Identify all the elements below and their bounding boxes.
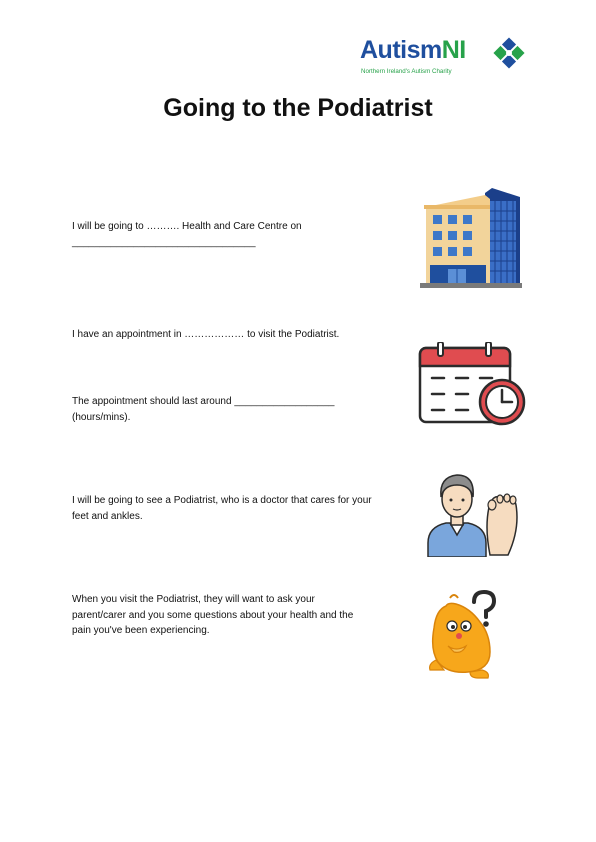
- text-line: The appointment should last around __________________: [72, 396, 335, 407]
- text-line: parent/carer and you some questions about your health and the: [72, 609, 354, 621]
- text-line: I will be going to ………. Health and Care Centre on: [72, 221, 302, 232]
- logo-wordmark: [360, 34, 466, 66]
- hospital-building-icon: [418, 185, 524, 291]
- calendar-clock-icon: [416, 342, 528, 428]
- confused-character-icon: [424, 588, 502, 680]
- page-title: Going to the Podiatrist: [163, 94, 433, 122]
- text-line: pain you've been experiencing.: [72, 625, 210, 636]
- section-4-text: [72, 493, 372, 524]
- text-line: feet and ankles.: [72, 510, 143, 522]
- autism-ni-logo: [358, 34, 528, 84]
- section-2-text: [72, 327, 339, 343]
- section-1-text: [72, 219, 302, 250]
- text-line: _________________________________: [72, 236, 256, 248]
- text-line: I have an appointment in ……………… to visit the Podiatrist.: [72, 329, 340, 340]
- logo-word-autism: Autism: [360, 36, 442, 64]
- logo-word-ni: NI: [441, 36, 466, 64]
- text-line: When you visit the Podiatrist, they will want to ask your: [72, 594, 315, 605]
- section-3-text: [72, 394, 334, 425]
- text-line: I will be going to see a Podiatrist, who is a doctor that cares for your: [72, 495, 372, 506]
- logo-tagline: Northern Ireland's Autism Charity: [361, 68, 452, 75]
- puzzle-diamond-icon: [492, 36, 526, 70]
- text-line: (hours/mins).: [72, 411, 131, 423]
- person-with-foot-icon: [424, 465, 524, 557]
- section-5-text: [72, 592, 353, 639]
